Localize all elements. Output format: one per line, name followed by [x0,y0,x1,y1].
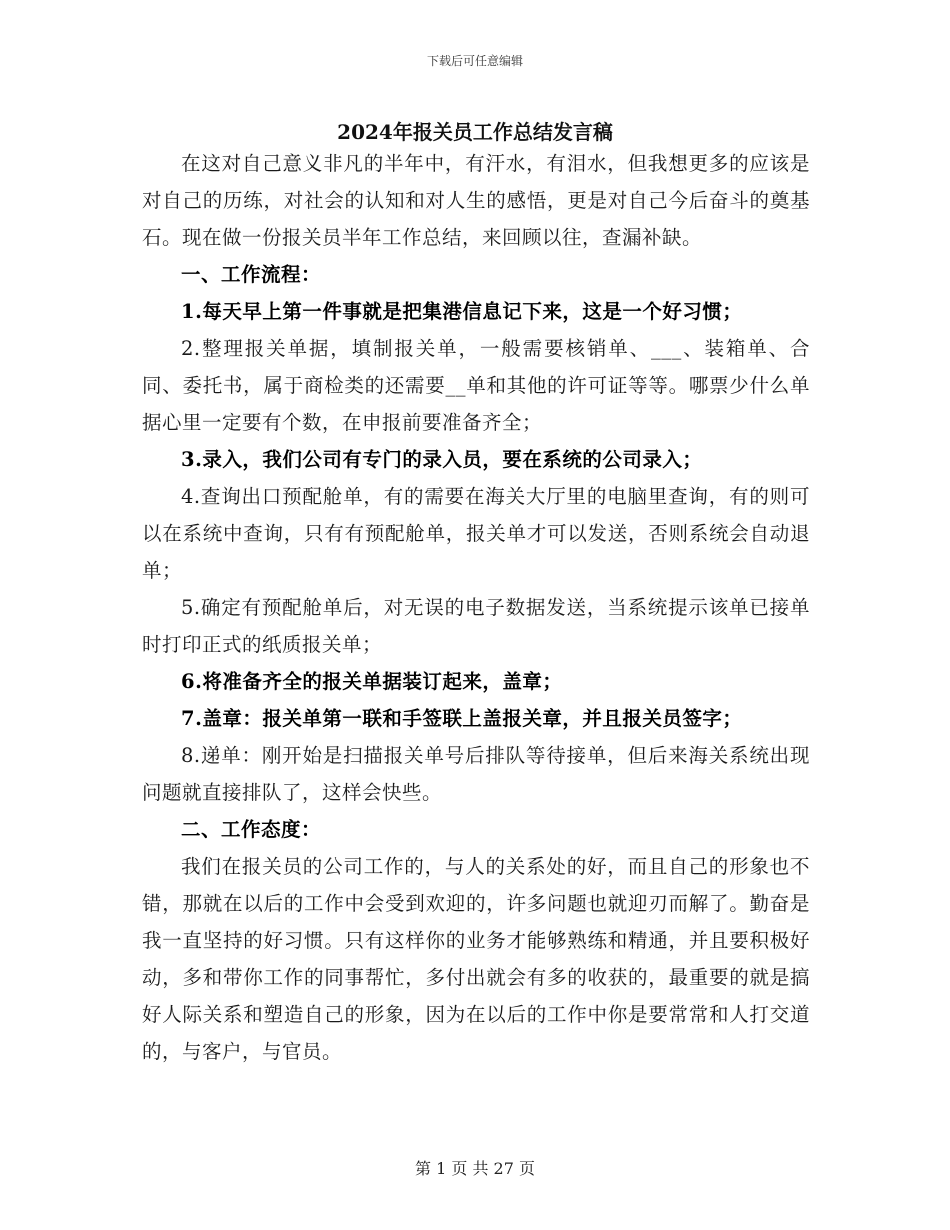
workflow-step-6: 6.将准备齐全的报关单据装订起来，盖章； [181,670,563,693]
paragraph-attitude: 我们在报关员的公司工作的，与人的关系处的好，而且自己的形象也不错，那就在以后的工作中会受到欢迎的，许多问题也就迎刃而解了。勤奋是我一直坚持的好习惯。只有这样你的业务才能够熟练和精通，并且要积极好动，多和带你工作的同事帮忙，多付出就会有多的收获的，最重要的就是搞好人际关系和塑造自己的形象，因为在以后的工作中你是要常常和人打交道的，与客户，与官员。 [142,855,810,1063]
workflow-step-8: 8.递单：刚开始是扫描报关单号后排队等待接单，但后来海关系统出现问题就直接排队了，这样会快些。 [142,744,810,804]
paragraph-intro: 在这对自己意义非凡的半年中，有汗水，有泪水，但我想更多的应该是对自己的历练，对社会的认知和对人生的感悟，更是对自己今后奋斗的奠基石。现在做一份报关员半年工作总结，来回顾以往，查漏补缺。 [142,152,810,249]
document-body [142,145,810,1070]
section-heading-workflow: 一、工作流程： [181,263,322,286]
workflow-step-1: 1.每天早上第一件事就是把集港信息记下来，这是一个好习惯； [181,300,743,323]
workflow-step-7: 7.盖章：报关单第一联和手签联上盖报关章，并且报关员签字； [181,707,743,730]
workflow-step-4: 4.查询出口预配舱单，有的需要在海关大厅里的电脑里查询，有的则可以在系统中查询，只有有预配舱单，报关单才可以发送，否则系统会自动退单； [142,485,810,582]
section-heading-attitude: 二、工作态度： [181,818,322,841]
workflow-step-5: 5.确定有预配舱单后，对无误的电子数据发送，当系统提示该单已接单时打印正式的纸质报关单； [142,596,810,656]
page-number: 第 1 页 共 27 页 [415,1159,535,1178]
document-title: 2024年报关员工作总结发言稿 [337,120,613,144]
workflow-step-2: 2.整理报关单据，填制报关单，一般需要核销单、___、装箱单、合同、委托书，属于商检类的还需要__单和其他的许可证等等。哪票少什么单据心里一定要有个数，在申报前要准备齐全； [142,337,810,434]
workflow-step-3: 3.录入，我们公司有专门的录入员，要在系统的公司录入； [181,448,703,471]
header-note: 下载后可任意编辑 [426,54,523,68]
